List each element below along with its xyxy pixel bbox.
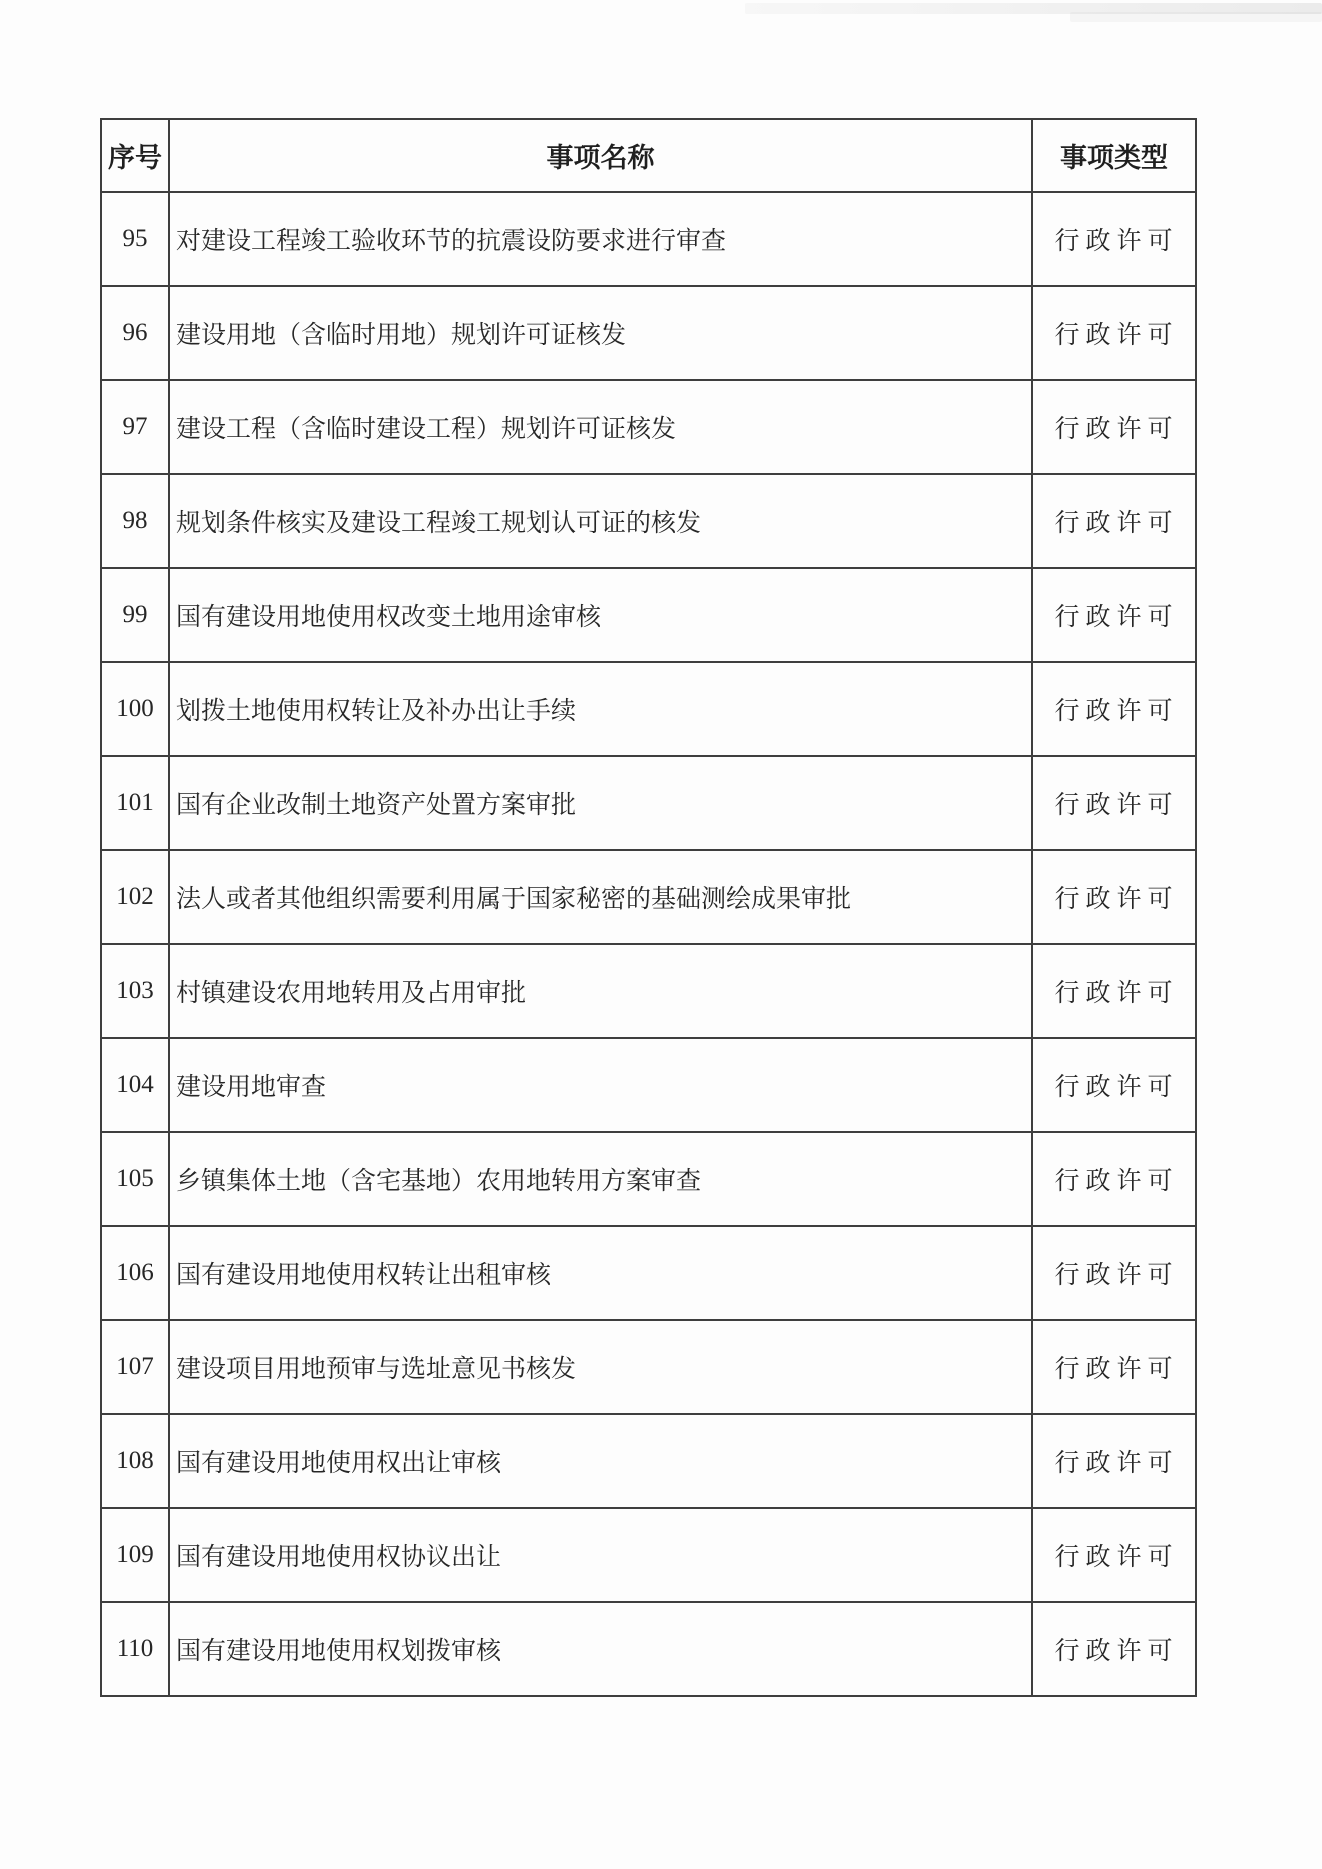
item-type-cell: 行政许可 [1032, 1038, 1196, 1132]
table-row [101, 1132, 1196, 1226]
table-row [101, 662, 1196, 756]
item-name-cell: 国有建设用地使用权转让出租审核 [169, 1226, 1032, 1320]
item-name-cell: 对建设工程竣工验收环节的抗震设防要求进行审查 [169, 192, 1032, 286]
table-header [101, 119, 1196, 192]
item-type-cell: 行政许可 [1032, 1602, 1196, 1696]
table-row [101, 1508, 1196, 1602]
row-number-cell: 107 [101, 1320, 169, 1414]
item-name-cell: 村镇建设农用地转用及占用审批 [169, 944, 1032, 1038]
item-type-cell: 行政许可 [1032, 1226, 1196, 1320]
item-type-cell: 行政许可 [1032, 286, 1196, 380]
row-number-cell: 104 [101, 1038, 169, 1132]
table-row [101, 286, 1196, 380]
item-name-cell: 法人或者其他组织需要利用属于国家秘密的基础测绘成果审批 [169, 850, 1032, 944]
item-type-cell: 行政许可 [1032, 568, 1196, 662]
row-number-cell: 106 [101, 1226, 169, 1320]
item-name-cell: 建设项目用地预审与选址意见书核发 [169, 1320, 1032, 1414]
row-number-cell: 108 [101, 1414, 169, 1508]
row-number-cell: 97 [101, 380, 169, 474]
header-row [101, 119, 1196, 192]
table-body [101, 192, 1196, 1696]
row-number-cell: 102 [101, 850, 169, 944]
item-name-cell: 国有建设用地使用权协议出让 [169, 1508, 1032, 1602]
table-row [101, 1320, 1196, 1414]
table-row [101, 568, 1196, 662]
item-name-cell: 建设工程（含临时建设工程）规划许可证核发 [169, 380, 1032, 474]
item-name-cell: 国有建设用地使用权划拨审核 [169, 1602, 1032, 1696]
table-row [101, 756, 1196, 850]
item-type-cell: 行政许可 [1032, 192, 1196, 286]
table-row [101, 380, 1196, 474]
row-number-cell: 99 [101, 568, 169, 662]
item-name-cell: 建设用地（含临时用地）规划许可证核发 [169, 286, 1032, 380]
item-type-cell: 行政许可 [1032, 474, 1196, 568]
item-name-cell: 国有建设用地使用权改变土地用途审核 [169, 568, 1032, 662]
header-item-type: 事项类型 [1032, 119, 1196, 192]
item-type-cell: 行政许可 [1032, 850, 1196, 944]
row-number-cell: 96 [101, 286, 169, 380]
item-type-cell: 行政许可 [1032, 1508, 1196, 1602]
items-table [100, 118, 1197, 1697]
table-row [101, 474, 1196, 568]
item-type-cell: 行政许可 [1032, 662, 1196, 756]
item-name-cell: 国有建设用地使用权出让审核 [169, 1414, 1032, 1508]
table-row [101, 944, 1196, 1038]
item-name-cell: 国有企业改制土地资产处置方案审批 [169, 756, 1032, 850]
table-row [101, 192, 1196, 286]
table-row [101, 1602, 1196, 1696]
header-serial-number: 序号 [101, 119, 169, 192]
item-type-cell: 行政许可 [1032, 1320, 1196, 1414]
row-number-cell: 105 [101, 1132, 169, 1226]
row-number-cell: 100 [101, 662, 169, 756]
table-row [101, 1414, 1196, 1508]
item-name-cell: 建设用地审查 [169, 1038, 1032, 1132]
item-type-cell: 行政许可 [1032, 1132, 1196, 1226]
item-name-cell: 乡镇集体土地（含宅基地）农用地转用方案审查 [169, 1132, 1032, 1226]
item-type-cell: 行政许可 [1032, 756, 1196, 850]
item-type-cell: 行政许可 [1032, 380, 1196, 474]
header-item-name: 事项名称 [169, 119, 1032, 192]
table-row [101, 850, 1196, 944]
scan-artifact-smudge-2 [1070, 12, 1322, 22]
row-number-cell: 109 [101, 1508, 169, 1602]
row-number-cell: 98 [101, 474, 169, 568]
item-type-cell: 行政许可 [1032, 944, 1196, 1038]
row-number-cell: 103 [101, 944, 169, 1038]
item-name-cell: 规划条件核实及建设工程竣工规划认可证的核发 [169, 474, 1032, 568]
table-row [101, 1038, 1196, 1132]
item-name-cell: 划拨土地使用权转让及补办出让手续 [169, 662, 1032, 756]
row-number-cell: 95 [101, 192, 169, 286]
row-number-cell: 110 [101, 1602, 169, 1696]
table-row [101, 1226, 1196, 1320]
item-type-cell: 行政许可 [1032, 1414, 1196, 1508]
row-number-cell: 101 [101, 756, 169, 850]
